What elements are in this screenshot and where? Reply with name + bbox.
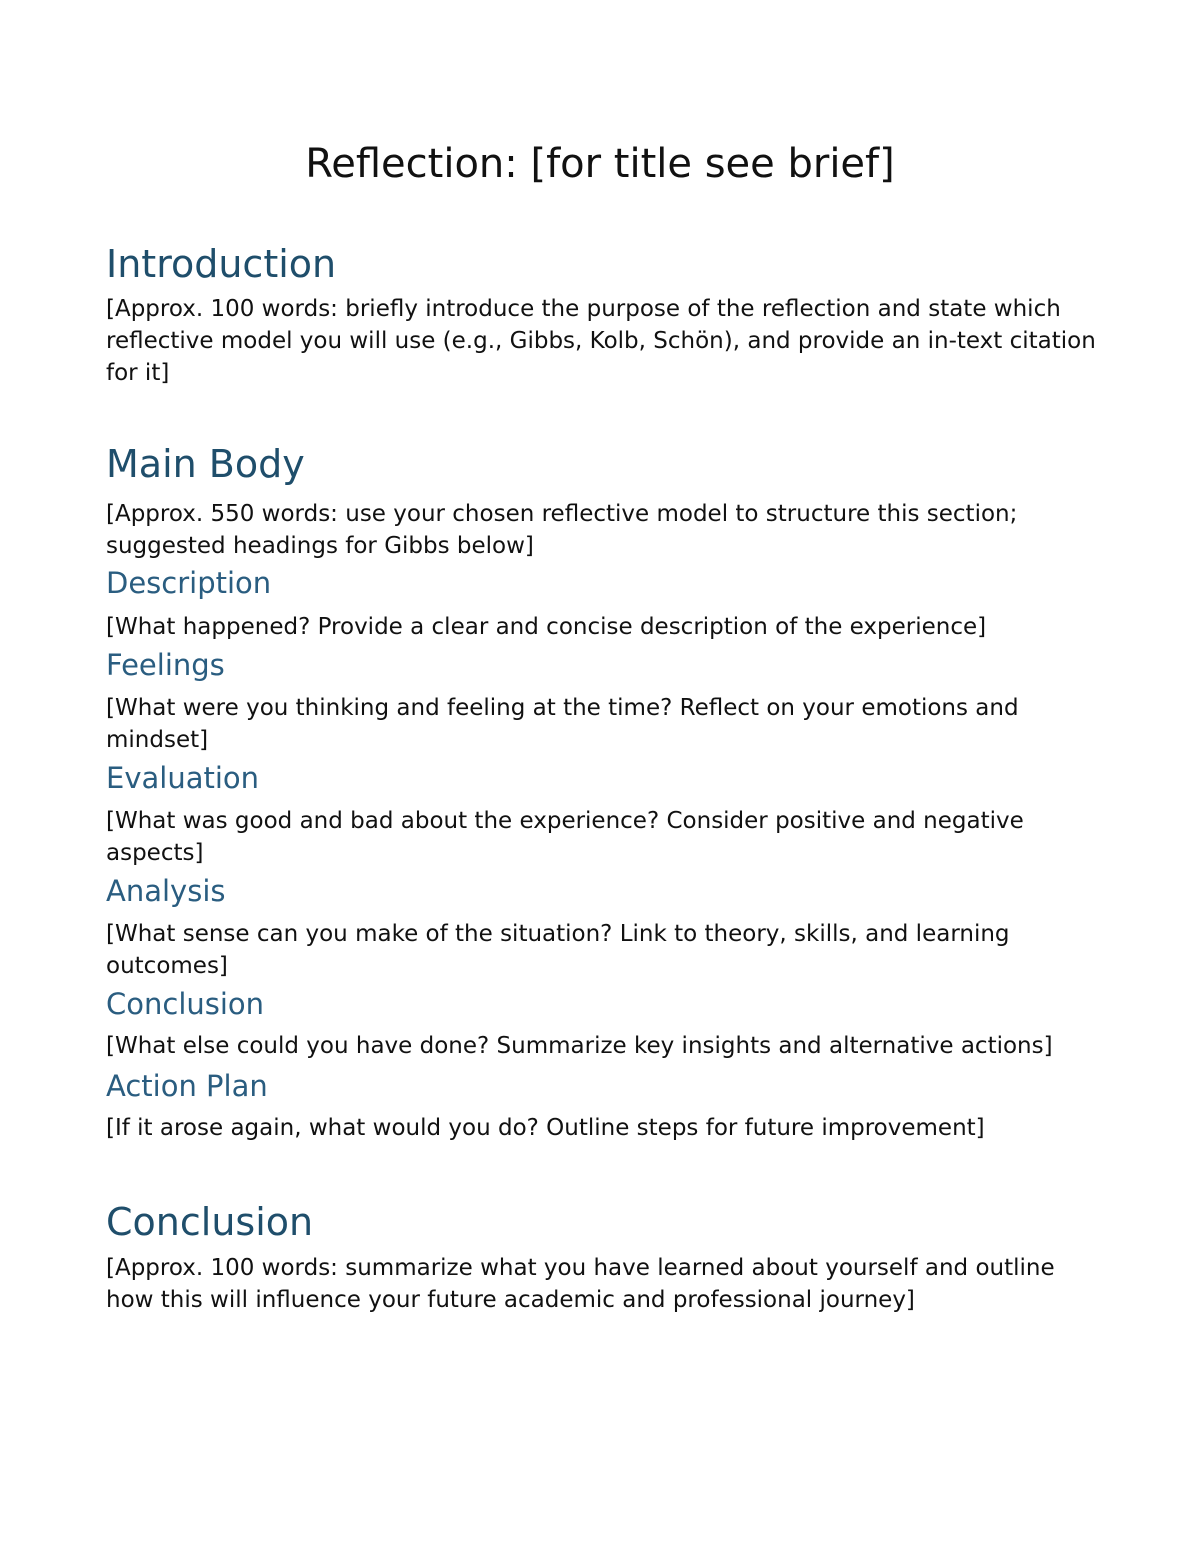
evaluation-text: [What was good and bad about the experience? Consider positive and negative aspects] [106, 808, 1024, 866]
subheading-analysis: Analysis [106, 874, 226, 908]
subheading-conclusion-gibbs: Conclusion [106, 987, 265, 1021]
heading-introduction: Introduction [106, 242, 337, 286]
analysis-text: [What sense can you make of the situation? Link to theory, skills, and learning outcomes] [106, 921, 1010, 979]
subheading-feelings: Feelings [106, 648, 225, 682]
subheading-action-plan: Action Plan [106, 1069, 268, 1103]
subheading-evaluation: Evaluation [106, 761, 260, 795]
heading-conclusion: Conclusion [106, 1200, 314, 1244]
main-body-text: [Approx. 550 words: use your chosen reflective model to structure this section; suggested headings for Gibbs below] [106, 501, 1018, 559]
action-plan-text: [If it arose again, what would you do? Outline steps for future improvement] [106, 1115, 985, 1141]
document-title: Reflection: [for title see brief] [305, 141, 895, 187]
description-text: [What happened? Provide a clear and concise description of the experience] [106, 614, 987, 640]
conclusion-gibbs-text: [What else could you have done? Summarize key insights and alternative actions] [106, 1033, 1053, 1059]
subheading-description: Description [106, 566, 272, 600]
heading-main-body: Main Body [106, 442, 305, 486]
introduction-text: [Approx. 100 words: briefly introduce the purpose of the reflection and state which reflective model you will use (e.g., Gibbs, Kolb, Schön), and provide an in-text citation for it] [106, 296, 1096, 386]
feelings-text: [What were you thinking and feeling at the time? Reflect on your emotions and mindset] [106, 695, 1019, 753]
conclusion-text: [Approx. 100 words: summarize what you have learned about yourself and outline how this will influence your future academic and professional journey] [106, 1255, 1055, 1313]
